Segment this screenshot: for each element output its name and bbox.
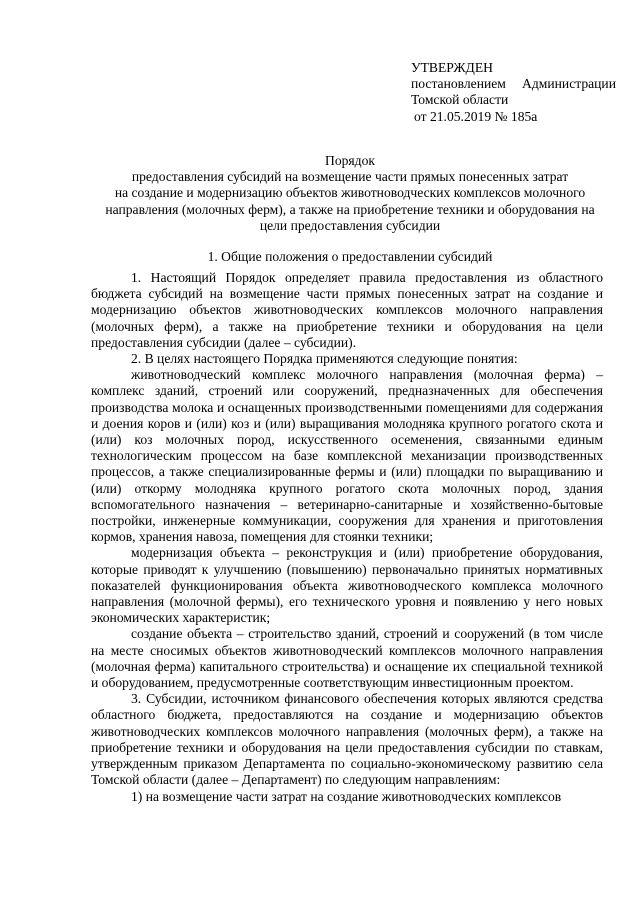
approval-date-number: от 21.05.2019 № 185а: [414, 108, 538, 124]
approval-resolution-line: [411, 76, 616, 92]
approval-resolution-word: постановлением: [411, 76, 506, 92]
title-line-3: на создание и модернизацию объектов животноводческих комплексов молочного: [114, 185, 586, 201]
definition-creation: создание объекта – строительство зданий, строений и сооружений (в том числе на месте сносимых объектов животноводческий комплексов молочного направления (молочная ферма) капитального строительства) и оснащение их специальной техникой и оборудованием, предусмотренные соответствующим инвестиционным проектом.: [91, 626, 603, 691]
paragraph-2: 2. В целях настоящего Порядка применяются следующие понятия:: [131, 351, 518, 367]
paragraph-3: 3. Субсидии, источником финансового обеспечения которых являются средства областного бюджета, предоставляются на создание и модернизацию объектов животноводческих комплексов молочного направления (молочных ферм), а также на приобретение техники и оборудования на цели предоставления субсидии по ставкам, утвержденным приказом Департамента по социально-экономическому развитию села Томской области (далее – Департамент) по следующим направлениям:: [91, 691, 603, 788]
title-line-1: Порядок: [325, 153, 375, 168]
document-body: [91, 270, 603, 805]
approval-heading: УТВЕРЖДЕН: [411, 60, 493, 75]
paragraph-1: 1. Настоящий Порядок определяет правила предоставления из областного бюджета субсидий на возмещение части прямых понесенных затрат на создание и модернизацию объектов животноводческих комплексов молочного направления (молочных ферм), а также на приобретение техники и оборудования на цели предоставления субсидии (далее – субсидии).: [91, 270, 603, 350]
list-item-1: 1) на возмещение части затрат на создание животноводческих комплексов: [131, 788, 562, 804]
approval-administration-word: Администрации: [522, 76, 616, 92]
approval-region: Томской области: [411, 92, 509, 108]
section-heading: 1. Общие положения о предоставлении субсидий: [207, 249, 493, 264]
title-line-2: предоставления субсидий на возмещение части прямых понесенных затрат: [131, 169, 569, 185]
definition-modernization: модернизация объекта – реконструкция и (или) приобретение оборудования, которые приводят к улучшению (повышению) первоначально принятых нормативных показателей функционирования объекта животноводческого комплекса молочного направления (молочной фермы), его технического уровня и появлению у него новых экономических характеристик;: [91, 545, 603, 626]
definition-livestock-complex: животноводческий комплекс молочного направления (молочная ферма) – комплекс зданий, строений или сооружений, предназначенных для обеспечения производства молока и оснащенных производственными помещениями для содержания и доения коров и (или) коз и (или) выращивания молодняка крупного рогатого скота и (или) коз молочных пород, искусственного осеменения, связанными единым технологическим процессом на базе комплексной механизации производственных процессов, а также специализированные фермы и (или) площадки по выращиванию и (или) откорму молодняка крупного рогатого скота молочных пород, здания вспомогательного назначения – ветеринарно-санитарные и хозяйственно-бытовые постройки, инженерные коммуникации, сооружения для хранения и приготовления кормов, хранения навоза, помещения для стоянки техники;: [91, 367, 603, 545]
document-title: [80, 153, 620, 234]
title-line-5: цели предоставления субсидии: [259, 217, 441, 233]
approval-stamp: [411, 60, 616, 125]
title-line-4: направления (молочных ферм), а также на приобретение техники и оборудования на: [105, 201, 595, 217]
